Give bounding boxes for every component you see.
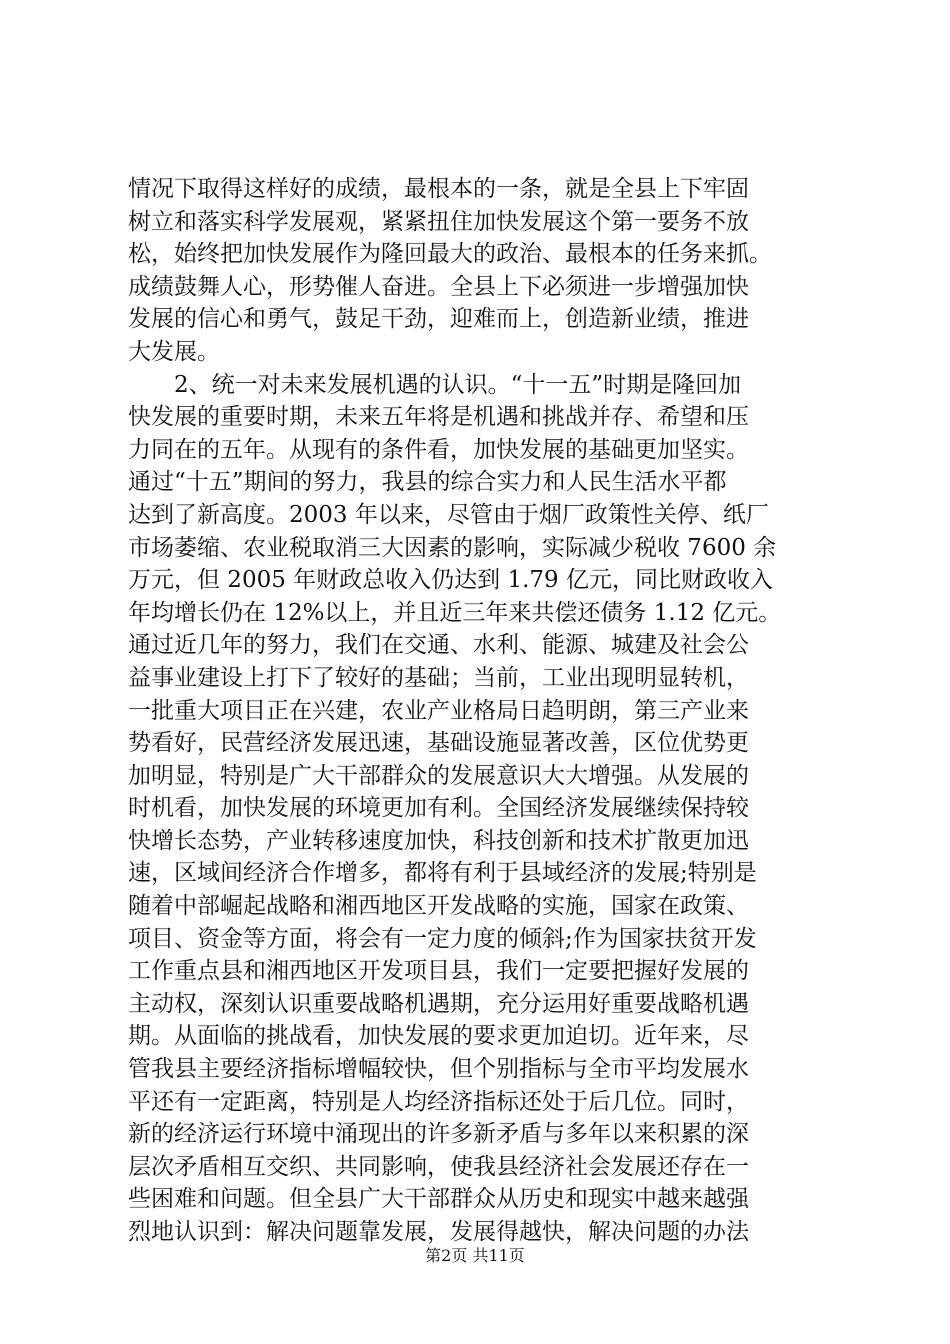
text-line: 烈地认识到：解决问题靠发展，发展得越快，解决问题的办法: [128, 1219, 749, 1245]
text-line: 管我县主要经济指标增幅较快，但个别指标与全市平均发展水: [128, 1056, 749, 1083]
text-line: 成绩鼓舞人心，形势催人奋进。全县上下必须进一步增强加快: [128, 273, 749, 300]
text-line: 工作重点县和湘西地区开发项目县，我们一定要把握好发展的: [128, 958, 749, 985]
text-line: 通过“十五”期间的努力，我县的综合实力和人民生活水平都: [128, 469, 727, 496]
text-line: 时机看，加快发展的环境更加有利。全国经济发展继续保持较: [128, 795, 749, 822]
text-line: 快发展的重要时期，未来五年将是机遇和挑战并存、希望和压: [128, 404, 749, 431]
text-line: 项目、资金等方面，将会有一定力度的倾斜;作为国家扶贫开发: [128, 925, 757, 952]
text-line: 松，始终把加快发展作为隆回最大的政治、最根本的任务来抓。: [128, 241, 772, 268]
text-line: 达到了新高度。2003 年以来，尽管由于烟厂政策性关停、纸厂: [128, 501, 769, 528]
text-line: 平还有一定距离，特别是人均经济指标还处于后几位。同时，: [128, 1088, 749, 1115]
text-line: 主动权，深刻认识重要战略机遇期，充分运用好重要战略机遇: [128, 990, 749, 1017]
text-line: 层次矛盾相互交织、共同影响，使我县经济社会发展还存在一: [128, 1153, 749, 1180]
text-line: 2、统一对未来发展机遇的认识。“十一五”时期是隆回加: [128, 371, 742, 398]
text-line: 速，区域间经济合作增多，都将有利于县域经济的发展;特别是: [128, 860, 757, 887]
text-line: 大发展。: [128, 338, 220, 365]
text-line: 随着中部崛起战略和湘西地区开发战略的实施，国家在政策、: [128, 893, 749, 920]
text-line: 发展的信心和勇气，鼓足干劲，迎难而上，创造新业绩，推进: [128, 306, 749, 333]
text-line: 万元，但 2005 年财政总收入仍达到 1.79 亿元，同比财政收入: [128, 567, 773, 594]
body-text: [128, 173, 828, 1249]
text-line: 益事业建设上打下了较好的基础；当前，工业出现明显转机，: [128, 664, 749, 691]
text-line: 期。从面临的挑战看，加快发展的要求更加迫切。近年来，尽: [128, 1023, 749, 1050]
text-line: 一批重大项目正在兴建，农业产业格局日趋明朗，第三产业来: [128, 697, 749, 724]
text-line: 势看好，民营经济发展迅速，基础设施显著改善，区位优势更: [128, 730, 749, 757]
text-line: 加明显，特别是广大干部群众的发展意识大大增强。从发展的: [128, 762, 749, 789]
text-line: 市场萎缩、农业税取消三大因素的影响，实际减少税收 7600 余: [128, 534, 777, 561]
text-line: 新的经济运行环境中涌现出的许多新矛盾与多年以来积累的深: [128, 1121, 749, 1148]
text-line: 通过近几年的努力，我们在交通、水利、能源、城建及社会公: [128, 632, 749, 659]
text-line: 情况下取得这样好的成绩，最根本的一条，就是全县上下牢固: [128, 176, 749, 202]
text-line: 快增长态势，产业转移速度加快，科技创新和技术扩散更加迅: [128, 827, 749, 854]
page-number-footer: 第2页 共11页: [425, 1246, 525, 1265]
text-line: 力同在的五年。从现有的条件看，加快发展的基础更加坚实。: [128, 436, 749, 463]
text-line: 年均增长仍在 12%以上，并且近三年来共偿还债务 1.12 亿元。: [128, 599, 782, 626]
text-line: 树立和落实科学发展观，紧紧扭住加快发展这个第一要务不放: [128, 208, 749, 235]
text-line: 些困难和问题。但全县广大干部群众从历史和现实中越来越强: [128, 1186, 749, 1213]
